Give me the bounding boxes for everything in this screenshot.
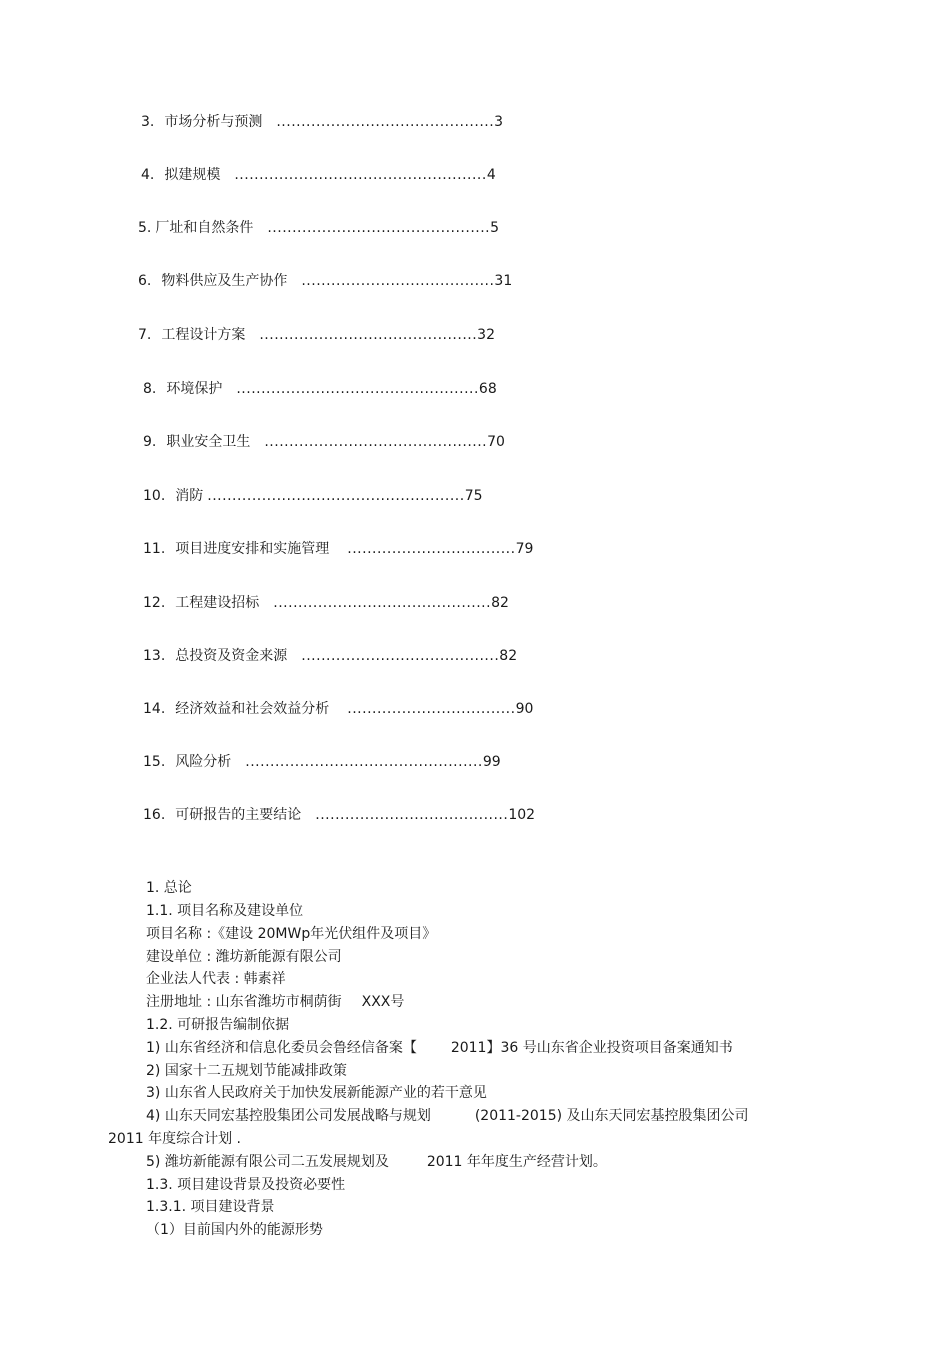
toc-page-number: 99 xyxy=(482,754,501,770)
toc-leader: ............................................ xyxy=(259,327,478,343)
toc-entry[interactable] xyxy=(143,380,497,398)
toc-page-number: 102 xyxy=(508,807,536,823)
toc-title: 经济效益和社会效益分析 xyxy=(175,701,330,717)
basis-item-5 xyxy=(146,1153,607,1171)
toc-title: 项目进度安排和实施管理 xyxy=(175,541,330,557)
toc-number: 11. xyxy=(143,541,166,557)
toc-leader: .................................. xyxy=(347,541,516,557)
toc-page-number: 82 xyxy=(491,595,509,611)
toc-page-number: 32 xyxy=(477,327,495,343)
toc-title: 市场分析与预测 xyxy=(164,114,263,130)
toc-entry[interactable] xyxy=(138,272,512,290)
toc-title: 工程建设招标 xyxy=(175,595,260,611)
toc-title: 消防 xyxy=(175,488,204,504)
project-name-line: 项目名称 :《建设 20MWp年光伏组件及项目》 xyxy=(146,926,437,942)
toc-page-number: 79 xyxy=(515,541,534,557)
toc-number: 7. xyxy=(138,327,152,343)
toc-number: 5. xyxy=(138,220,152,236)
basis-item-4-part-a: 4) 山东天同宏基控股集团公司发展战略与规划 xyxy=(146,1108,431,1124)
subsection-heading: 1.3. 项目建设背景及投资必要性 xyxy=(146,1177,346,1193)
basis-item-2: 2) 国家十二五规划节能减排政策 xyxy=(146,1063,347,1079)
toc-page-number: 4 xyxy=(486,167,496,183)
subsection-heading: 1.1. 项目名称及建设单位 xyxy=(146,903,304,919)
legal-rep-line: 企业法人代表 : 韩素祥 xyxy=(146,971,286,987)
toc-entry[interactable] xyxy=(143,433,505,451)
address-text: 注册地址 : 山东省潍坊市桐荫街 xyxy=(146,994,342,1010)
toc-number: 6. xyxy=(138,273,152,289)
toc-page-number: 90 xyxy=(515,701,534,717)
toc-title: 职业安全卫生 xyxy=(166,434,251,450)
basis-item-3: 3) 山东省人民政府关于加快发展新能源产业的若干意见 xyxy=(146,1085,487,1101)
basis-item-4-part-b: (2011-2015) 及山东天同宏基控股集团公司 xyxy=(474,1108,749,1124)
toc-leader: ................................................. xyxy=(236,381,479,397)
toc-title: 厂址和自然条件 xyxy=(155,220,254,236)
toc-leader: ............................................ xyxy=(273,595,492,611)
toc-number: 14. xyxy=(143,701,166,717)
toc-entry[interactable] xyxy=(143,540,533,558)
toc-leader: ....................................... xyxy=(301,273,495,289)
section-heading: 1. 总论 xyxy=(146,880,192,896)
toc-page-number: 5 xyxy=(490,220,500,236)
basis-item-4-continuation: 2011 年度综合计划 . xyxy=(108,1131,241,1147)
address-line xyxy=(146,993,404,1011)
toc-entry[interactable] xyxy=(138,219,499,237)
toc-page-number: 75 xyxy=(464,488,483,504)
toc-leader: .................................. xyxy=(347,701,516,717)
toc-title: 工程设计方案 xyxy=(161,327,246,343)
toc-title: 拟建规模 xyxy=(164,167,221,183)
toc-entry[interactable] xyxy=(143,647,517,665)
toc-leader: ....................................... xyxy=(315,807,509,823)
toc-title: 物料供应及生产协作 xyxy=(161,273,288,289)
toc-entry[interactable] xyxy=(143,594,509,612)
item-heading: （1）目前国内外的能源形势 xyxy=(146,1222,323,1238)
basis-item-1-part-b: 2011】36 号山东省企业投资项目备案通知书 xyxy=(450,1040,733,1056)
toc-title: 可研报告的主要结论 xyxy=(175,807,302,823)
toc-page-number: 3 xyxy=(494,114,504,130)
toc-title: 环境保护 xyxy=(166,381,223,397)
subsubsection-heading: 1.3.1. 项目建设背景 xyxy=(146,1199,275,1215)
toc-number: 10. xyxy=(143,488,166,504)
toc-page-number: 82 xyxy=(499,648,518,664)
toc-entry[interactable] xyxy=(138,326,495,344)
toc-number: 15. xyxy=(143,754,166,770)
toc-page-number: 70 xyxy=(487,434,505,450)
toc-number: 16. xyxy=(143,807,166,823)
toc-leader: ............................................ xyxy=(276,114,495,130)
toc-number: 4. xyxy=(141,167,155,183)
toc-leader: ............................................. xyxy=(264,434,488,450)
toc-entry[interactable] xyxy=(141,113,503,131)
toc-leader: ................................................ xyxy=(245,754,483,770)
toc-number: 12. xyxy=(143,595,166,611)
toc-leader: .................................................... xyxy=(207,488,465,504)
toc-number: 13. xyxy=(143,648,166,664)
toc-entry[interactable] xyxy=(143,487,483,505)
toc-leader: ............................................. xyxy=(267,220,491,236)
basis-item-4 xyxy=(146,1107,749,1125)
basis-item-5-part-a: 5) 潍坊新能源有限公司二五发展规划及 xyxy=(146,1154,389,1170)
toc-title: 总投资及资金来源 xyxy=(175,648,288,664)
basis-item-1-part-a: 1) 山东省经济和信息化委员会鲁经信备案【 xyxy=(146,1040,417,1056)
toc-title: 风险分析 xyxy=(175,754,232,770)
address-number: XXX号 xyxy=(361,994,405,1010)
toc-leader: ........................................ xyxy=(301,648,500,664)
basis-item-5-part-b: 2011 年年度生产经营计划。 xyxy=(426,1154,607,1170)
toc-number: 9. xyxy=(143,434,157,450)
builder-line: 建设单位 : 潍坊新能源有限公司 xyxy=(146,949,342,965)
toc-page-number: 68 xyxy=(478,381,497,397)
toc-entry[interactable] xyxy=(143,700,533,718)
basis-item-1 xyxy=(146,1039,733,1057)
toc-entry[interactable] xyxy=(141,166,496,184)
toc-page-number: 31 xyxy=(494,273,513,289)
toc-entry[interactable] xyxy=(143,753,501,771)
toc-leader: ................................................... xyxy=(234,167,487,183)
toc-number: 8. xyxy=(143,381,157,397)
toc-number: 3. xyxy=(141,114,155,130)
toc-entry[interactable] xyxy=(143,806,535,824)
subsection-heading: 1.2. 可研报告编制依据 xyxy=(146,1017,290,1033)
